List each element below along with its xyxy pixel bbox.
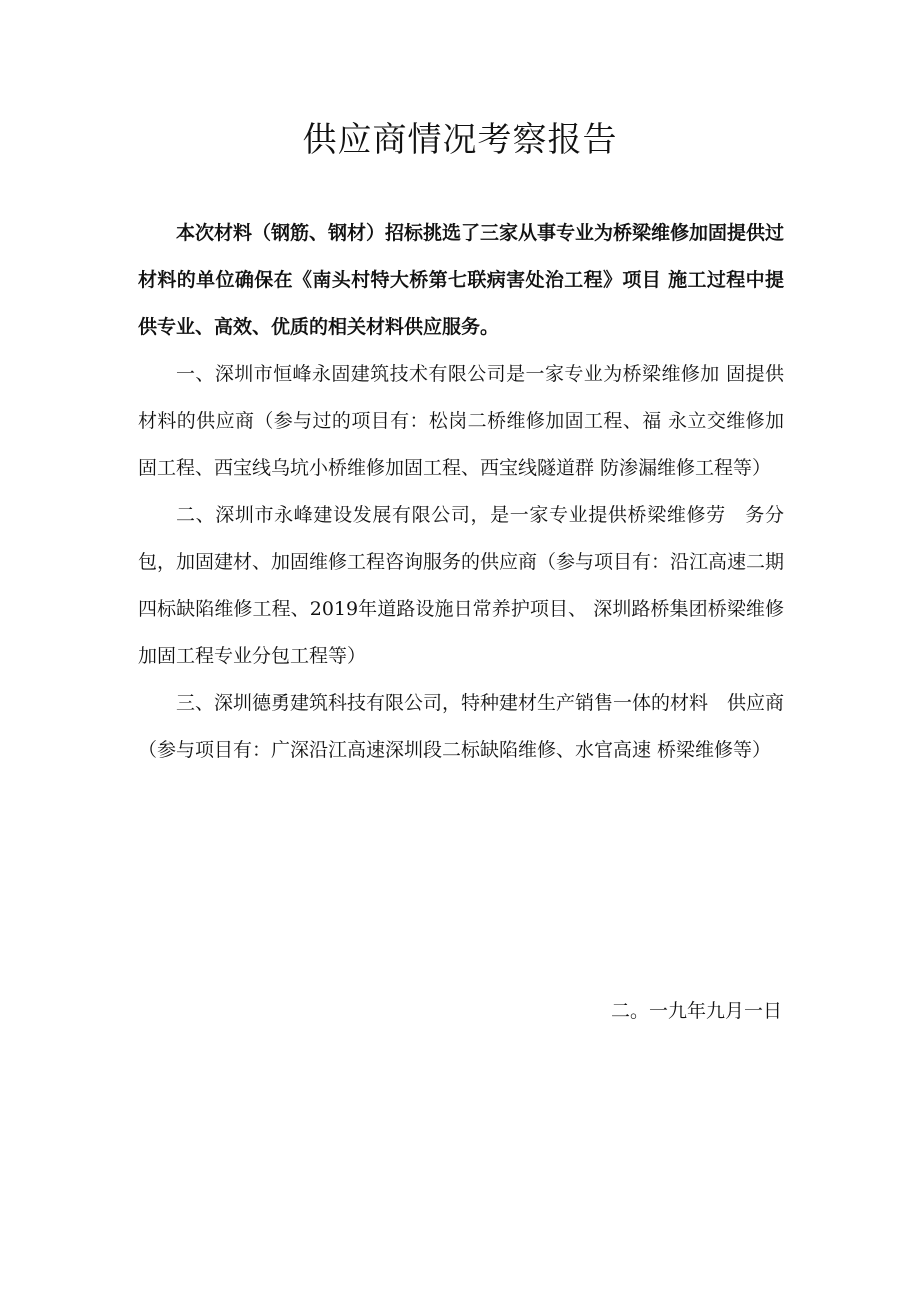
document-title: 供应商情况考察报告 [302,120,618,160]
document-date: 二。一九年九月一日 [610,1000,782,1022]
supplier-item-3: 三、深圳德勇建筑科技有限公司，特种建材生产销售一体的材料 供应商（参与项目有：广深沿江高速深圳段二标缺陷维修、水官高速 桥梁维修等） [138,692,785,761]
supplier-item-1: 一、深圳市恒峰永固建筑技术有限公司是一家专业为桥梁维修加 固提供材料的供应商（参与过的项目有：松岗二桥维修加固工程、福 永立交维修加固工程、西宝线乌坑小桥维修加固工程、西宝线隧道群 防渗漏维修工程等） [138,363,784,479]
document-body [138,210,784,774]
intro-paragraph: 本次材料（钢筋、钢材）招标挑选了三家从事专业为桥梁维修加固提供过材料的单位确保在《南头村特大桥第七联病害处治工程》项目 施工过程中提供专业、高效、优质的相关材料供应服务。 [138,222,785,338]
supplier-item-2: 二、深圳市永峰建设发展有限公司，是一家专业提供桥梁维修劳 务分包，加固建材、加固维修工程咨询服务的供应商（参与项目有：沿江高速二期四标缺陷维修工程、2019年道路设施日常养护项目、 深圳路桥集团桥梁维修加固工程专业分包工程等） [138,504,785,667]
